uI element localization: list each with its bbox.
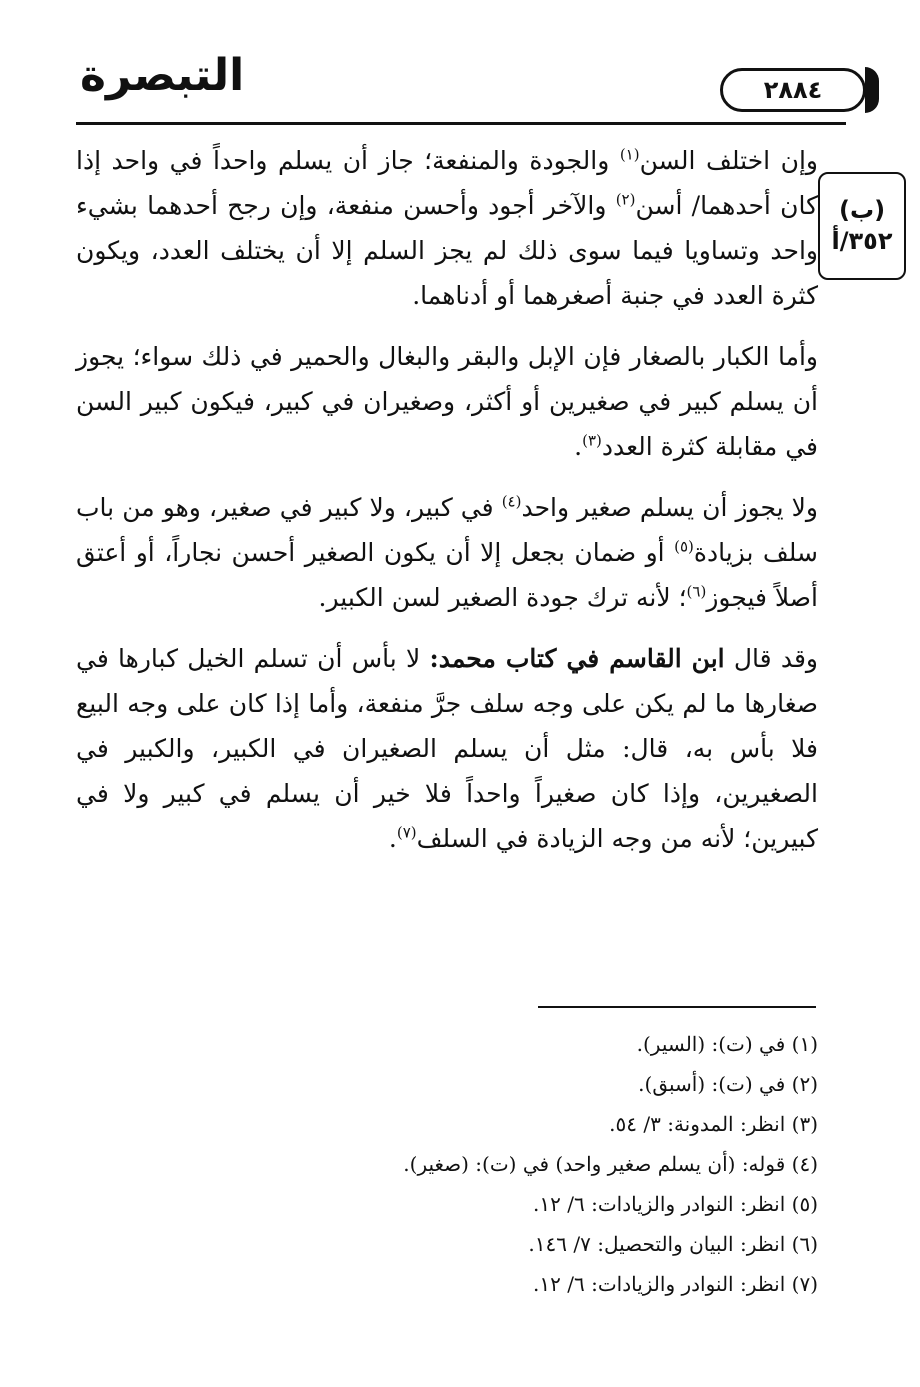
footnote: (١) في (ت): (السير). xyxy=(636,1032,818,1056)
paragraph xyxy=(76,138,818,318)
footnote-marker: (١) xyxy=(619,145,640,164)
page-header xyxy=(70,48,840,128)
footnote: (٦) انظر: البيان والتحصيل: ٧/ ١٤٦. xyxy=(528,1232,818,1256)
text-run: ؛ لأنه ترك جودة الصغير لسن الكبير. xyxy=(318,583,687,612)
footnote: (٣) انظر: المدونة: ٣/ ٥٤. xyxy=(609,1112,818,1136)
text-run: لا بأس أن تسلم الخيل كبارها في صغارها ما لم يكن على وجه سلف جرَّ منفعة، وأما إذا كان على وجه البيع فلا بأس به، قال: مثل أن يسلم الصغيران في الكبير، والكبير في الصغيرين، وإذا كان صغيراً واحداً فلا خير أن يسلم في كبير ولا في كبيرين؛ لأنه من وجه الزيادة في السلف xyxy=(76,644,818,853)
text-run: والجودة والمنفعة؛ جاز أن يسلم واحداً في واحد إذا كان أحدهما/ أسن xyxy=(76,146,818,220)
text-run: والآخر أجود وأحسن منفعة، وإن رجح أحدهما بشيء واحد وتساويا فيما سوى ذلك لم يجز السلم إلا أن يختلف العدد، ويكون كثرة العدد في جنبة أصغرهما أو أدناهما. xyxy=(76,191,818,310)
footnote-separator xyxy=(538,1006,816,1008)
text-run: . xyxy=(388,824,397,853)
footnote-marker: (٤) xyxy=(501,492,522,511)
paragraph xyxy=(76,485,818,620)
paragraph xyxy=(76,334,818,469)
margin-manuscript-reference xyxy=(818,172,906,280)
paragraph xyxy=(76,636,818,861)
text-run: وأما الكبار بالصغار فإن الإبل والبقر والبغال والحمير في ذلك سواء؛ يجوز أن يسلم كبير في صغيرين أو أكثر، وصغيران في كبير، فيكون كبير السن في مقابلة كثرة العدد xyxy=(76,342,818,461)
text-run: أو ضمان بجعل إلا أن يكون الصغير أحسن نجاراً، أو أعتق أصلاً فيجوز xyxy=(76,538,818,612)
text-run: في كبير، ولا كبير في صغير، وهو من باب سلف بزيادة xyxy=(76,493,819,567)
footnote: (٧) انظر: النوادر والزيادات: ٦/ ١٢. xyxy=(533,1272,818,1296)
footnote-marker: (٦) xyxy=(686,582,707,601)
margin-ref-line2: ٣٥٢/أ xyxy=(831,227,893,255)
footnote-marker: (٢) xyxy=(615,190,636,209)
text-run: . xyxy=(574,432,583,461)
page-number: ٢٨٨٤ xyxy=(720,68,866,112)
header-rule xyxy=(76,122,846,125)
footnote-marker: (٧) xyxy=(396,823,417,842)
main-text xyxy=(76,138,818,877)
footnote: (٥) انظر: النوادر والزيادات: ٦/ ١٢. xyxy=(533,1192,818,1216)
footnote: (٢) في (ت): (أسبق). xyxy=(638,1072,818,1096)
footnote: (٤) قوله: (أن يسلم صغير واحد) في (ت): (صغير). xyxy=(403,1152,818,1176)
text-run: وإن اختلف السن xyxy=(639,146,818,175)
footnotes xyxy=(76,1024,818,1304)
text-run: ولا يجوز أن يسلم صغير واحد xyxy=(521,493,818,522)
running-title: التبصرة xyxy=(80,50,245,101)
bold-text: ابن القاسم في كتاب محمد: xyxy=(429,644,725,673)
margin-ref-line1: (ب) xyxy=(838,195,886,224)
footnote-marker: (٥) xyxy=(674,537,694,556)
text-run: وقد قال xyxy=(724,644,818,673)
footnote-marker: (٣) xyxy=(582,431,602,450)
